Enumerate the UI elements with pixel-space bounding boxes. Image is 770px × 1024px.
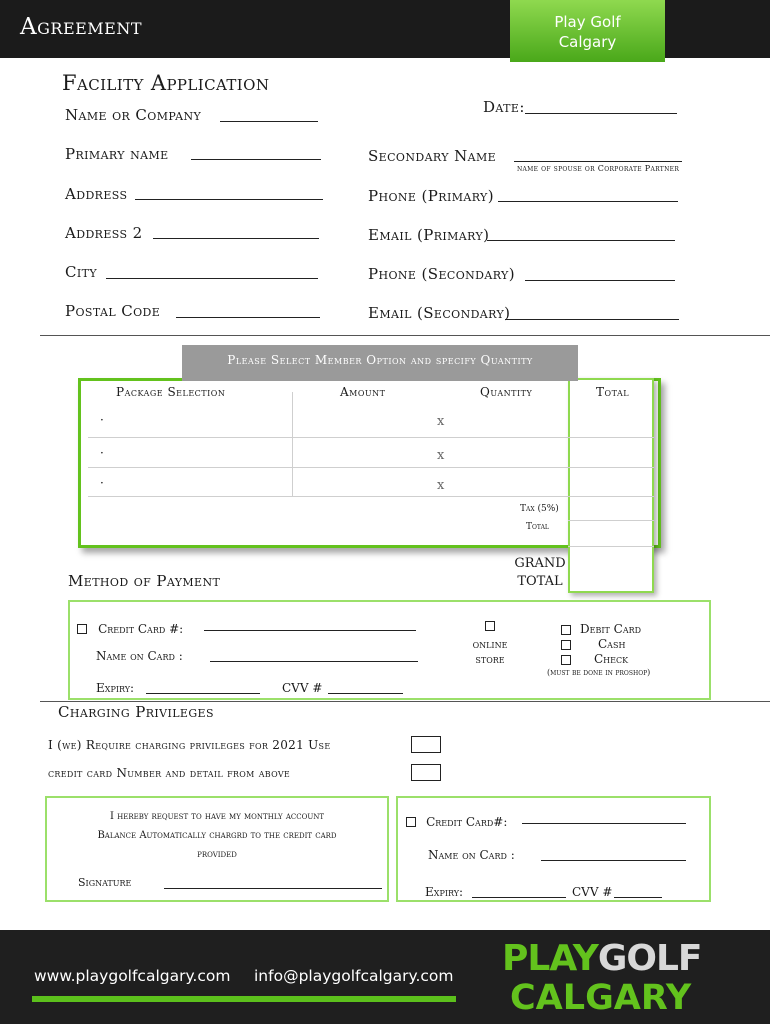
phone-primary-field[interactable]: [498, 201, 678, 202]
row-divider: [88, 496, 654, 497]
address2-field[interactable]: [153, 238, 319, 239]
proshop-note: (must be done in proshop): [547, 668, 651, 677]
auto-charge-line3: provided: [197, 849, 237, 860]
name-company-label: Name or Company: [65, 106, 202, 124]
quantity-x-row-1[interactable]: x: [437, 414, 445, 429]
logo-golf: GOLF: [597, 938, 702, 979]
charge-credit-card-label: Credit Card#:: [426, 815, 508, 829]
postal-code-field[interactable]: [176, 317, 320, 318]
charging-line1: I (we) Require charging privileges for 2021 Use: [48, 738, 331, 752]
cvv-field[interactable]: [328, 693, 403, 694]
form-title: Facility Application: [62, 71, 270, 95]
total-label: Total: [526, 522, 549, 532]
charge-credit-card-checkbox[interactable]: [406, 817, 416, 827]
quantity-x-row-2[interactable]: x: [437, 448, 445, 463]
name-on-card-label: Name on Card :: [96, 649, 183, 663]
grand-total-label: [514, 555, 566, 591]
name-company-field[interactable]: [220, 121, 318, 122]
online-store-checkbox[interactable]: [485, 621, 495, 631]
date-label: Date:: [483, 98, 525, 116]
col-amount-header: Amount: [340, 385, 386, 399]
primary-name-label: Primary name: [65, 145, 169, 163]
credit-card-field[interactable]: [204, 630, 416, 631]
total-column: [568, 378, 654, 593]
quantity-x-row-3[interactable]: x: [437, 478, 445, 493]
online-store-label: [460, 637, 520, 667]
postal-code-label: Postal Code: [65, 302, 161, 320]
col-total-header: Total: [596, 385, 630, 399]
phone-secondary-field[interactable]: [525, 280, 675, 281]
charging-title: Charging Privileges: [58, 703, 214, 721]
email-primary-field[interactable]: [487, 240, 675, 241]
brand-badge-line2: Calgary: [558, 33, 617, 51]
package-banner: Please Select Member Option and specify Quantity: [182, 345, 578, 381]
cvv-label: CVV #: [282, 681, 323, 695]
city-label: City: [65, 263, 98, 281]
secondary-name-label: Secondary Name: [368, 147, 497, 165]
section-divider-2: [40, 701, 770, 702]
check-checkbox[interactable]: [561, 655, 571, 665]
city-field[interactable]: [106, 278, 318, 279]
logo-play: PLAY: [502, 938, 598, 979]
secondary-name-note: name of spouse or Corporate Partner: [517, 164, 680, 173]
phone-secondary-label: Phone (Secondary): [368, 265, 515, 283]
online-store-line1: online: [472, 637, 508, 651]
col-quantity-header: Quantity: [480, 385, 533, 399]
charge-credit-card-option[interactable]: [406, 811, 507, 830]
footer-website-link[interactable]: www.playgolfcalgary.com: [34, 967, 231, 985]
name-on-card-field[interactable]: [210, 661, 418, 662]
check-label: Check: [594, 652, 629, 666]
footer-accent-bar: [32, 996, 456, 1002]
phone-primary-label: Phone (Primary): [368, 187, 494, 205]
credit-card-option[interactable]: [77, 618, 183, 637]
online-store-line2: store: [475, 652, 505, 666]
cash-checkbox[interactable]: [561, 640, 571, 650]
grand-total-line1: GRAND: [514, 556, 566, 571]
credit-card-checkbox[interactable]: [77, 624, 87, 634]
date-field[interactable]: [525, 113, 677, 114]
payment-title: Method of Payment: [68, 572, 221, 590]
column-divider: [292, 392, 293, 496]
brand-badge-line1: Play Golf: [554, 13, 621, 31]
email-secondary-field[interactable]: [505, 319, 679, 320]
play-golf-calgary-logo: [500, 936, 730, 1022]
credit-card-label: Credit Card #:: [98, 622, 184, 636]
header-title: Agreement: [20, 14, 143, 40]
row-divider: [88, 437, 654, 438]
auto-charge-line2: Balance Automatically chargrd to the credit card: [97, 830, 337, 841]
logo-line1: [502, 938, 702, 979]
package-row-1-bullet[interactable]: ·: [100, 413, 104, 427]
charge-name-on-card-field[interactable]: [541, 860, 686, 861]
logo-calgary: CALGARY: [510, 978, 692, 1018]
row-divider: [568, 520, 654, 521]
header-bar: [0, 0, 770, 58]
row-divider: [88, 467, 654, 468]
primary-name-field[interactable]: [191, 159, 321, 160]
charging-yes-box[interactable]: [411, 736, 441, 753]
signature-field[interactable]: [164, 888, 382, 889]
tax-label: Tax (5%): [520, 504, 559, 514]
signature-label: Signature: [78, 876, 132, 889]
debit-card-checkbox[interactable]: [561, 625, 571, 635]
charging-line2: credit card Number and detail from above: [48, 766, 291, 780]
auto-charge-line1: I hereby request to have my monthly account: [109, 811, 325, 822]
email-primary-label: Email (Primary): [368, 226, 490, 244]
use-card-above-box[interactable]: [411, 764, 441, 781]
brand-badge: [510, 0, 665, 62]
charge-expiry-label: Expiry:: [425, 885, 464, 899]
debit-card-label: Debit Card: [580, 622, 642, 636]
expiry-field[interactable]: [146, 693, 260, 694]
secondary-name-field[interactable]: [514, 161, 682, 162]
grand-total-line2: TOTAL: [517, 574, 563, 589]
footer-email-link[interactable]: info@playgolfcalgary.com: [254, 967, 454, 985]
email-secondary-label: Email (Secondary): [368, 304, 511, 322]
address-field[interactable]: [135, 199, 323, 200]
charge-cvv-field[interactable]: [614, 897, 662, 898]
charge-cvv-label: CVV #: [572, 885, 613, 899]
section-divider: [40, 335, 770, 336]
charge-credit-card-field[interactable]: [522, 823, 686, 824]
package-row-2-bullet[interactable]: ·: [100, 446, 104, 460]
charge-name-on-card-label: Name on Card :: [428, 848, 515, 862]
col-package-header: Package Selection: [116, 385, 226, 399]
expiry-label: Expiry:: [96, 681, 135, 695]
auto-charge-text: [50, 807, 384, 864]
address-label: Address: [65, 185, 128, 203]
footer: [0, 930, 770, 1024]
address2-label: Address 2: [65, 224, 143, 242]
charge-expiry-field[interactable]: [472, 897, 566, 898]
row-divider: [568, 546, 654, 547]
package-row-3-bullet[interactable]: ·: [100, 476, 104, 490]
cash-label: Cash: [598, 637, 626, 651]
